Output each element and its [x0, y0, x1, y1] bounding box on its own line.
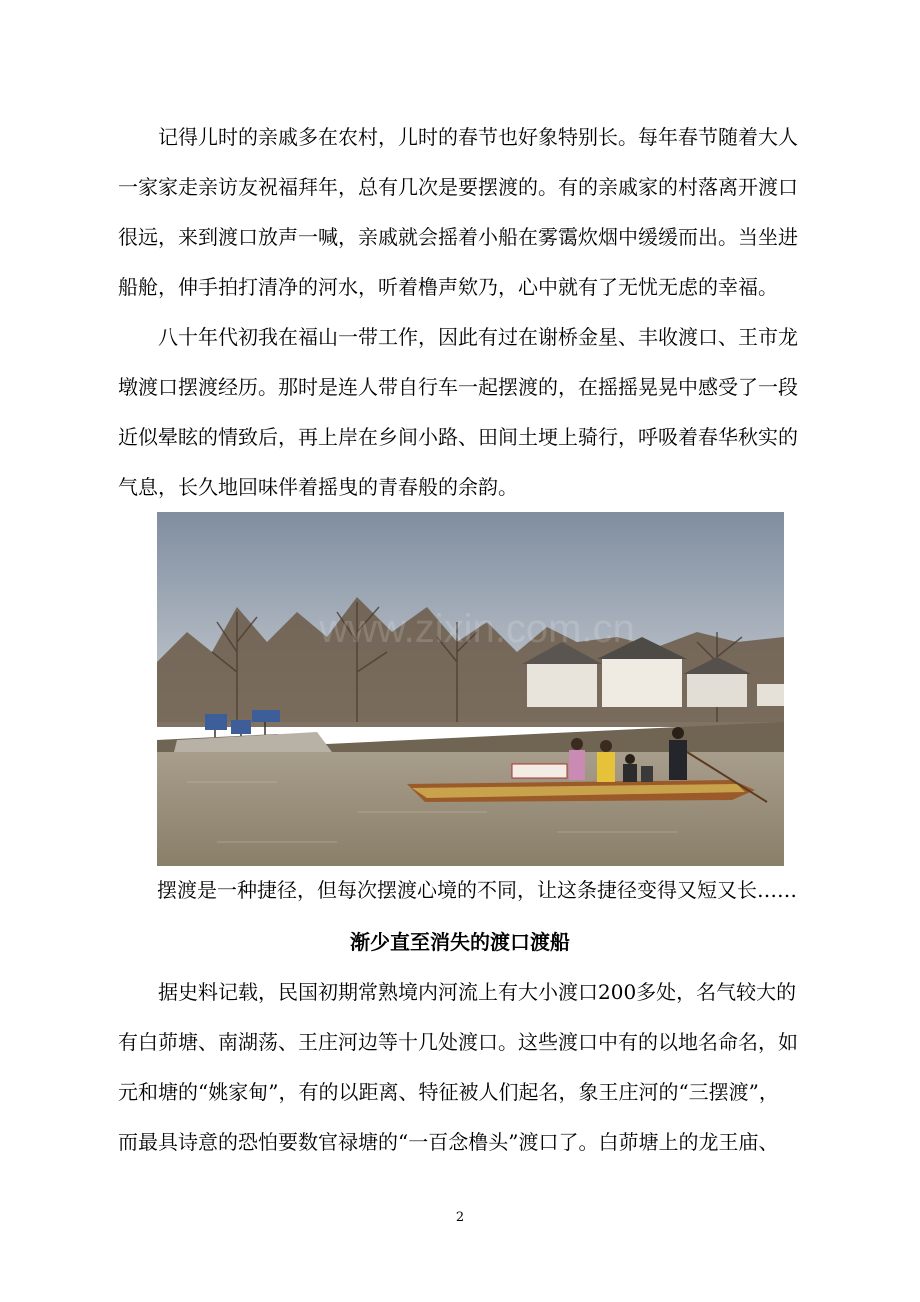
text-line: 八十年代初我在福山一带工作，因此有过在谢桥金星、丰收渡口、王市龙	[158, 325, 798, 349]
ferry-boat-photo	[157, 512, 784, 866]
text-line: 很远，来到渡口放声一喊，亲戚就会摇着小船在雾霭炊烟中缓缓而出。当坐进	[118, 225, 798, 249]
text-line: 气息，长久地回味伴着摇曳的青春般的余韵。	[118, 475, 518, 499]
paragraph-childhood-ferry	[118, 112, 818, 312]
page-number: 2	[455, 1210, 465, 1225]
watermark: www.zixin.com.cn	[319, 607, 635, 651]
river-water	[157, 752, 784, 866]
text-line: 记得儿时的亲戚多在农村，儿时的春节也好象特别长。每年春节随着大人	[158, 125, 798, 149]
paragraph-work-ferry	[118, 312, 818, 512]
text-line: 元和塘的“姚家甸”，有的以距离、特征被人们起名，象王庄河的“三摆渡”，	[118, 1080, 779, 1104]
text-line: 据史料记载，民国初期常熟境内河流上有大小渡口200多处，名气较大的	[158, 980, 797, 1004]
text-line: 船舱，伸手拍打清净的河水，听着橹声欸乃，心中就有了无忧无虑的幸福。	[118, 275, 778, 299]
text-line: 而最具诗意的恐怕要数官禄塘的“一百念橹头”渡口了。白茆塘上的龙王庙、	[118, 1130, 779, 1154]
text-line: 有白茆塘、南湖荡、王庄河边等十几处渡口。这些渡口中有的以地名命名，如	[118, 1030, 798, 1054]
text-line: 一家家走亲访友祝福拜年，总有几次是要摆渡的。有的亲戚家的村落离开渡口	[118, 175, 798, 199]
text-line: 近似晕眩的情致后，再上岸在乡间小路、田间土埂上骑行，呼吸着春华秋实的	[118, 425, 798, 449]
text-line: 墩渡口摆渡经历。那时是连人带自行车一起摆渡的，在摇摇晃晃中感受了一段	[118, 375, 798, 399]
paragraph-historical-records	[118, 967, 818, 1167]
photo-caption: 摆渡是一种捷径，但每次摆渡心境的不同，让这条捷径变得又短又长……	[157, 878, 797, 902]
section-heading: 渐少直至消失的渡口渡船	[350, 930, 570, 954]
